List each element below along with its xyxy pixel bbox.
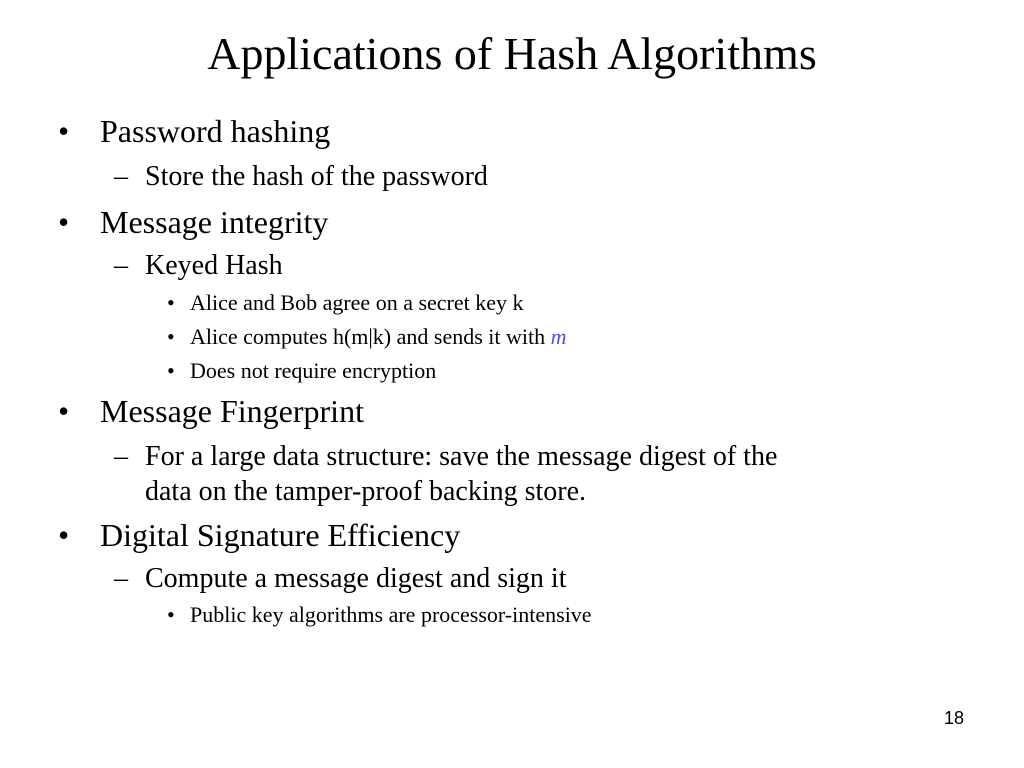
sub-bullet-marker: •: [167, 602, 175, 627]
list-item: Store the hash of the password: [145, 161, 488, 192]
list-item-text: Alice computes h(m|k) and sends it with: [190, 324, 546, 349]
page-number: 18: [943, 708, 964, 728]
dash-marker: –: [114, 441, 128, 472]
list-item: Keyed Hash: [145, 250, 283, 281]
bullet-marker: •: [58, 204, 70, 240]
sub-bullet-marker: •: [167, 290, 175, 315]
bullet-marker: •: [58, 393, 70, 429]
dash-marker: –: [114, 250, 128, 281]
list-item-continuation: data on the tamper-proof backing store.: [145, 476, 587, 507]
sub-bullet-marker: •: [167, 358, 175, 383]
list-item: Does not require encryption: [190, 358, 437, 383]
list-item: Message integrity: [100, 204, 329, 240]
list-item: For a large data structure: save the message digest of the: [145, 441, 778, 472]
list-item: Compute a message digest and sign it: [145, 563, 567, 594]
bullet-marker: •: [58, 517, 70, 553]
bullet-marker: •: [58, 113, 70, 149]
list-item: Alice and Bob agree on a secret key k: [190, 290, 524, 315]
dash-marker: –: [114, 563, 128, 594]
list-item: Password hashing: [100, 113, 331, 149]
sub-bullet-marker: •: [167, 324, 175, 349]
message-variable: m: [550, 324, 567, 349]
list-item: Public key algorithms are processor-intensive: [190, 602, 592, 627]
list-item: [190, 323, 567, 351]
dash-marker: –: [114, 161, 128, 192]
list-item: Digital Signature Efficiency: [100, 517, 461, 553]
list-item: Message Fingerprint: [100, 393, 364, 429]
slide-title: Applications of Hash Algorithms: [207, 28, 817, 79]
